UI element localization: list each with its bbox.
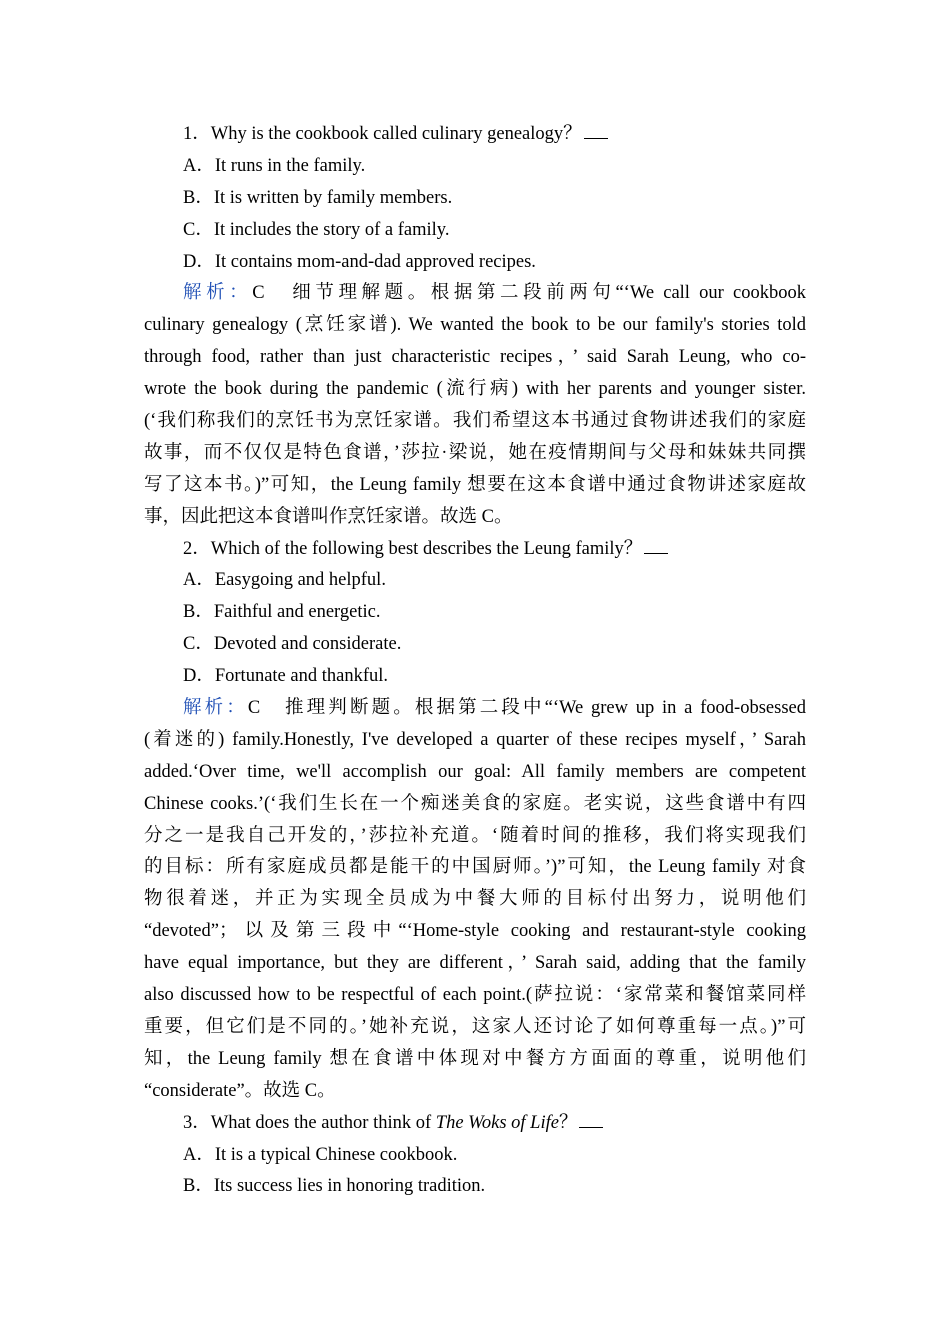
question-mark: ？: [558, 1112, 578, 1133]
analysis-line: 故事，而不仅仅是特色食谱，’莎拉·梁说，她在疫情期间与父母和妹妹共同撰: [144, 442, 806, 463]
analysis-line: 物很着迷，并正为实现全员成为中餐大师的目标付出努力，说明他们: [144, 889, 806, 910]
analysis-line: through food, rather than just characteristic recipes，’ said Sarah Leung, who co-: [144, 347, 806, 368]
analysis-line: wrote the book during the pandemic (流行病) with her parents and younger sister.: [144, 379, 806, 400]
question-3-stem: [144, 1108, 806, 1140]
option-d: D．Fortunate and thankful.: [183, 666, 388, 687]
option-a: A．It is a typical Chinese cookbook.: [183, 1144, 458, 1165]
analysis-label: 解析：: [183, 698, 248, 719]
option-c: C．It includes the story of a family.: [183, 219, 450, 240]
option-b: B．Its success lies in honoring tradition.: [183, 1176, 486, 1197]
question-text: 1．Why is the cookbook called culinary genealogy？: [183, 124, 582, 144]
analysis-text: C 推理判断题。根据第二段中“‘We grew up in a food-obsessed: [247, 698, 806, 719]
analysis-line: (‘我们称我们的烹饪书为烹饪家谱。我们希望这本书通过食物讲述我们的家庭: [144, 411, 806, 432]
option-a: A．It runs in the family.: [183, 155, 366, 176]
analysis-line: [144, 278, 806, 310]
analysis-line: 事，因此把这本食谱叫作烹饪家谱。故选 C。: [144, 506, 513, 527]
question-text: 3．What does the author think of: [183, 1112, 436, 1133]
answer-blank: [644, 535, 668, 554]
option-b: B．Faithful and energetic.: [183, 602, 381, 623]
question-1-stem: [144, 119, 806, 151]
question-text: 2．Which of the following best describes the Leung family？: [183, 538, 643, 559]
analysis-line: 重要，但它们是不同的。’她补充说，这家人还讨论了如何尊重每一点。)”可: [144, 1016, 806, 1037]
analysis-line: 写了这本书。)”可知，the Leung family 想要在这本食谱中通过食物讲述家庭故: [144, 474, 806, 495]
analysis-line: “considerate”。故选 C。: [144, 1080, 336, 1101]
analysis-line: “devoted”；以及第三段中“‘Home-style cooking and restaurant-style cooking: [144, 921, 806, 942]
analysis-line: 知，the Leung family 想在食谱中体现对中餐方方面面的尊重，说明他们: [144, 1048, 806, 1069]
analysis-line: (着迷的) family.Honestly, I've developed a quarter of these recipes myself，’ Sarah: [144, 729, 806, 750]
document-page: [144, 119, 806, 1203]
analysis-line: Chinese cooks.’(‘我们生长在一个痴迷美食的家庭。老实说，这些食谱中有四: [144, 793, 806, 814]
answer-blank: [579, 1109, 603, 1128]
analysis-line: 分之一是我自己开发的，’莎拉补充道。‘随着时间的推移，我们将实现我们: [144, 825, 806, 846]
analysis-line: also discussed how to be respectful of each point.(萨拉说：‘家常菜和餐馆菜同样: [144, 985, 806, 1006]
answer-blank: [584, 120, 608, 139]
analysis-line: added.‘Over time, we'll accomplish our goal: All family members are competent: [144, 761, 806, 782]
analysis-line: [144, 693, 806, 725]
analysis-line: 的目标：所有家庭成员都是能干的中国厨师。’)”可知，the Leung family 对食: [144, 857, 806, 878]
analysis-line: have equal importance, but they are different，’ Sarah said, adding that the family: [144, 953, 806, 974]
option-a: A．Easygoing and helpful.: [183, 570, 386, 591]
option-b: B．It is written by family members.: [183, 187, 453, 208]
question-2-stem: [144, 534, 806, 566]
analysis-label: 解析：: [183, 283, 253, 304]
analysis-text: C 细节理解题。根据第二段前两句“‘We call our cookbook: [252, 283, 806, 304]
analysis-line: culinary genealogy (烹饪家谱). We wanted the book to be our family's stories told: [144, 315, 806, 336]
option-d: D．It contains mom-and-dad approved recipes.: [183, 251, 536, 272]
option-c: C．Devoted and considerate.: [183, 634, 402, 655]
book-title: The Woks of Life: [435, 1112, 559, 1133]
